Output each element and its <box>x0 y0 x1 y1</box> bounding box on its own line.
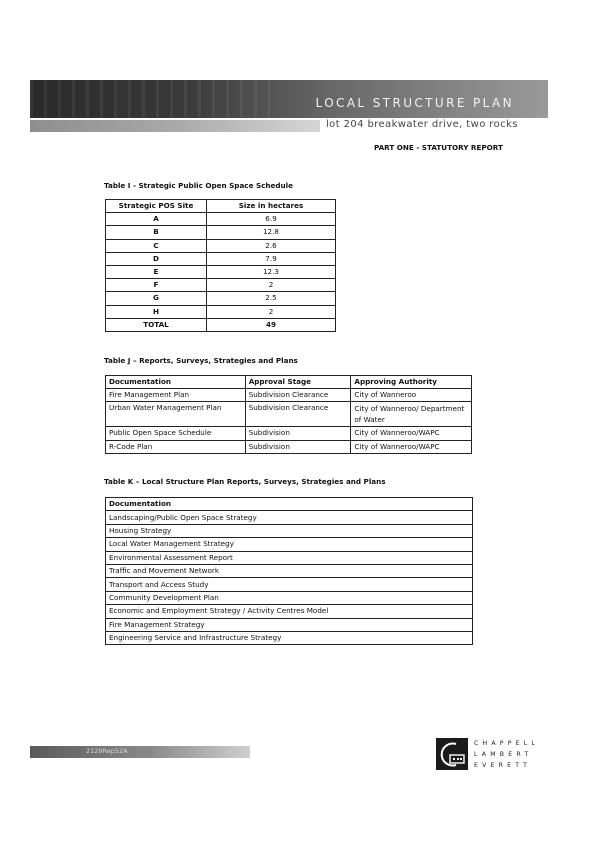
pos-site: E <box>106 265 207 278</box>
documentation-cell: Environmental Assessment Report <box>106 551 473 564</box>
size-hectares: 6.9 <box>207 213 336 226</box>
total-value: 49 <box>207 318 336 331</box>
table-row <box>106 631 473 644</box>
approving-authority-cell: City of Wanneroo <box>351 389 472 402</box>
column-header: Approving Authority <box>351 376 472 389</box>
document-title: LOCAL STRUCTURE PLAN <box>315 96 514 110</box>
documentation-cell: R-Code Plan <box>106 440 246 453</box>
logo-line: CHAPPELL <box>474 740 540 747</box>
footer-bar <box>30 746 250 758</box>
table-row <box>106 265 336 278</box>
approval-stage-cell: Subdivision Clearance <box>245 402 351 427</box>
approving-authority-cell: City of Wanneroo/WAPC <box>351 440 472 453</box>
size-hectares: 2 <box>207 279 336 292</box>
size-hectares: 2.5 <box>207 292 336 305</box>
table-total-row <box>106 318 336 331</box>
size-hectares: 2 <box>207 305 336 318</box>
documentation-cell: Public Open Space Schedule <box>106 427 246 440</box>
table-row <box>106 389 472 402</box>
size-hectares: 7.9 <box>207 252 336 265</box>
table-row <box>106 524 473 537</box>
company-logo-icon <box>436 738 468 770</box>
column-header: Size in hectares <box>207 200 336 213</box>
pos-site: A <box>106 213 207 226</box>
column-header: Documentation <box>106 376 246 389</box>
approval-stage-cell: Subdivision Clearance <box>245 389 351 402</box>
logo-line: LAMBERT <box>474 751 533 758</box>
banner-sketch-image <box>30 80 270 118</box>
table-row <box>106 213 336 226</box>
table-k <box>105 497 473 645</box>
company-logo-text <box>474 738 539 771</box>
size-hectares: 12.3 <box>207 265 336 278</box>
table-header-row <box>106 200 336 213</box>
table-row <box>106 591 473 604</box>
pos-site: B <box>106 226 207 239</box>
table-row <box>106 305 336 318</box>
table-row <box>106 292 336 305</box>
documentation-cell: Community Development Plan <box>106 591 473 604</box>
table-row <box>106 239 336 252</box>
table-row <box>106 279 336 292</box>
documentation-cell: Engineering Service and Infrastructure Strategy <box>106 631 473 644</box>
table-row <box>106 618 473 631</box>
column-header: Strategic POS Site <box>106 200 207 213</box>
pos-site: D <box>106 252 207 265</box>
table-j <box>105 375 472 454</box>
documentation-cell: Landscaping/Public Open Space Strategy <box>106 511 473 524</box>
table-row <box>106 538 473 551</box>
table-row <box>106 605 473 618</box>
approval-stage-cell: Subdivision <box>245 427 351 440</box>
table-k-caption: Table K – Local Structure Plan Reports, Surveys, Strategies and Plans <box>104 477 386 486</box>
pos-site: C <box>106 239 207 252</box>
documentation-cell: Local Water Management Strategy <box>106 538 473 551</box>
pos-site: G <box>106 292 207 305</box>
document-subtitle: lot 204 breakwater drive, two rocks <box>326 119 518 130</box>
approving-authority-cell: City of Wanneroo/ Department of Water <box>351 402 472 427</box>
table-i <box>105 199 336 332</box>
table-header-row <box>106 498 473 511</box>
table-row <box>106 427 472 440</box>
documentation-cell: Housing Strategy <box>106 524 473 537</box>
documentation-cell: Fire Management Plan <box>106 389 246 402</box>
documentation-cell: Economic and Employment Strategy / Activity Centres Model <box>106 605 473 618</box>
table-row <box>106 511 473 524</box>
documentation-cell: Transport and Access Study <box>106 578 473 591</box>
table-j-caption: Table J – Reports, Surveys, Strategies and Plans <box>104 356 298 365</box>
table-row <box>106 226 336 239</box>
pos-site: H <box>106 305 207 318</box>
report-section-label: PART ONE - STATUTORY REPORT <box>374 143 503 152</box>
pos-site: F <box>106 279 207 292</box>
logo-line: EVERETT <box>474 762 532 769</box>
table-i-caption: Table I - Strategic Public Open Space Schedule <box>104 181 293 190</box>
column-header: Documentation <box>106 498 473 511</box>
table-row <box>106 440 472 453</box>
size-hectares: 12.8 <box>207 226 336 239</box>
header-banner <box>30 80 548 118</box>
approval-stage-cell: Subdivision <box>245 440 351 453</box>
total-label: TOTAL <box>106 318 207 331</box>
column-header: Approval Stage <box>245 376 351 389</box>
documentation-cell: Traffic and Movement Network <box>106 564 473 577</box>
table-row <box>106 402 472 427</box>
table-row <box>106 252 336 265</box>
document-reference: 2129Rep52A <box>86 747 128 755</box>
approving-authority-cell: City of Wanneroo/WAPC <box>351 427 472 440</box>
table-header-row <box>106 376 472 389</box>
table-row <box>106 564 473 577</box>
size-hectares: 2.6 <box>207 239 336 252</box>
documentation-cell: Urban Water Management Plan <box>106 402 246 427</box>
table-row <box>106 551 473 564</box>
table-row <box>106 578 473 591</box>
documentation-cell: Fire Management Strategy <box>106 618 473 631</box>
subtitle-bar <box>30 120 320 132</box>
